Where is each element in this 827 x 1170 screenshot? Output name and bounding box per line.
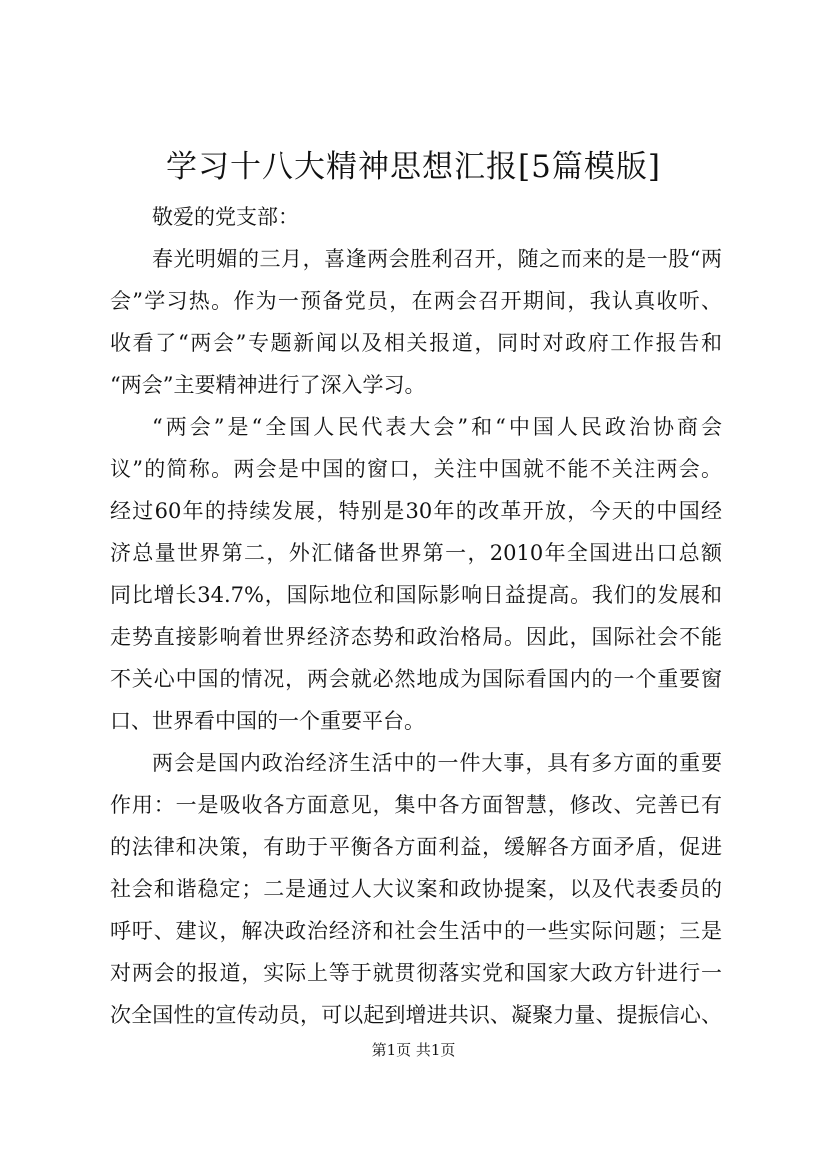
paragraph-line: 会”学习热。作为一预备党员，在两会召开期间，我认真收听、 xyxy=(110,289,722,313)
paragraph-line: 不关心中国的情况，两会就必然地成为国际看国内的一个重要窗 xyxy=(110,667,722,691)
paragraph-line: 社会和谐稳定；二是通过人大议案和政协提案，以及代表委员的 xyxy=(110,877,722,901)
paragraph-line: 走势直接影响着世界经济态势和政治格局。因此，国际社会不能 xyxy=(110,625,722,649)
paragraph-line: 春光明媚的三月，喜逢两会胜利召开，随之而来的是一股“两 xyxy=(152,247,722,271)
page-footer: 第1页 共1页 xyxy=(371,1041,456,1059)
paragraph-line: 口、世界看中国的一个重要平台。 xyxy=(110,709,425,733)
paragraph-line: 收看了“两会”专题新闻以及相关报道，同时对政府工作报告和 xyxy=(110,331,722,355)
paragraph-line: 经过60年的持续发展，特别是30年的改革开放，今天的中国经 xyxy=(110,499,722,523)
paragraph-line: 议”的简称。两会是中国的窗口，关注中国就不能不关注两会。 xyxy=(110,457,722,481)
paragraph-line: 两会是国内政治经济生活中的一件大事，具有多方面的重要 xyxy=(152,751,722,775)
paragraph-line: 的法律和决策，有助于平衡各方面利益，缓解各方面矛盾，促进 xyxy=(110,835,722,859)
paragraph-line: “两会”是“全国人民代表大会”和“中国人民政治协商会 xyxy=(152,415,722,439)
paragraph-line: 呼吁、建议，解决政治经济和社会生活中的一些实际问题；三是 xyxy=(110,919,722,943)
paragraph-line: 作用：一是吸收各方面意见，集中各方面智慧，修改、完善已有 xyxy=(110,793,722,817)
document-title: 学习十八大精神思想汇报[5篇模版] xyxy=(166,149,661,185)
paragraph-line: 对两会的报道，实际上等于就贯彻落实党和国家大政方针进行一 xyxy=(110,961,722,985)
paragraph-line: 次全国性的宣传动员，可以起到增进共识、凝聚力量、提振信心、 xyxy=(110,1003,722,1027)
paragraph-line: 敬爱的党支部： xyxy=(152,205,299,229)
document-body xyxy=(110,196,722,1036)
paragraph-line: 同比增长34.7%，国际地位和国际影响日益提高。我们的发展和 xyxy=(110,583,722,607)
paragraph-line: 济总量世界第二，外汇储备世界第一，2010年全国进出口总额 xyxy=(110,541,722,565)
paragraph-line: “两会”主要精神进行了深入学习。 xyxy=(110,373,426,397)
